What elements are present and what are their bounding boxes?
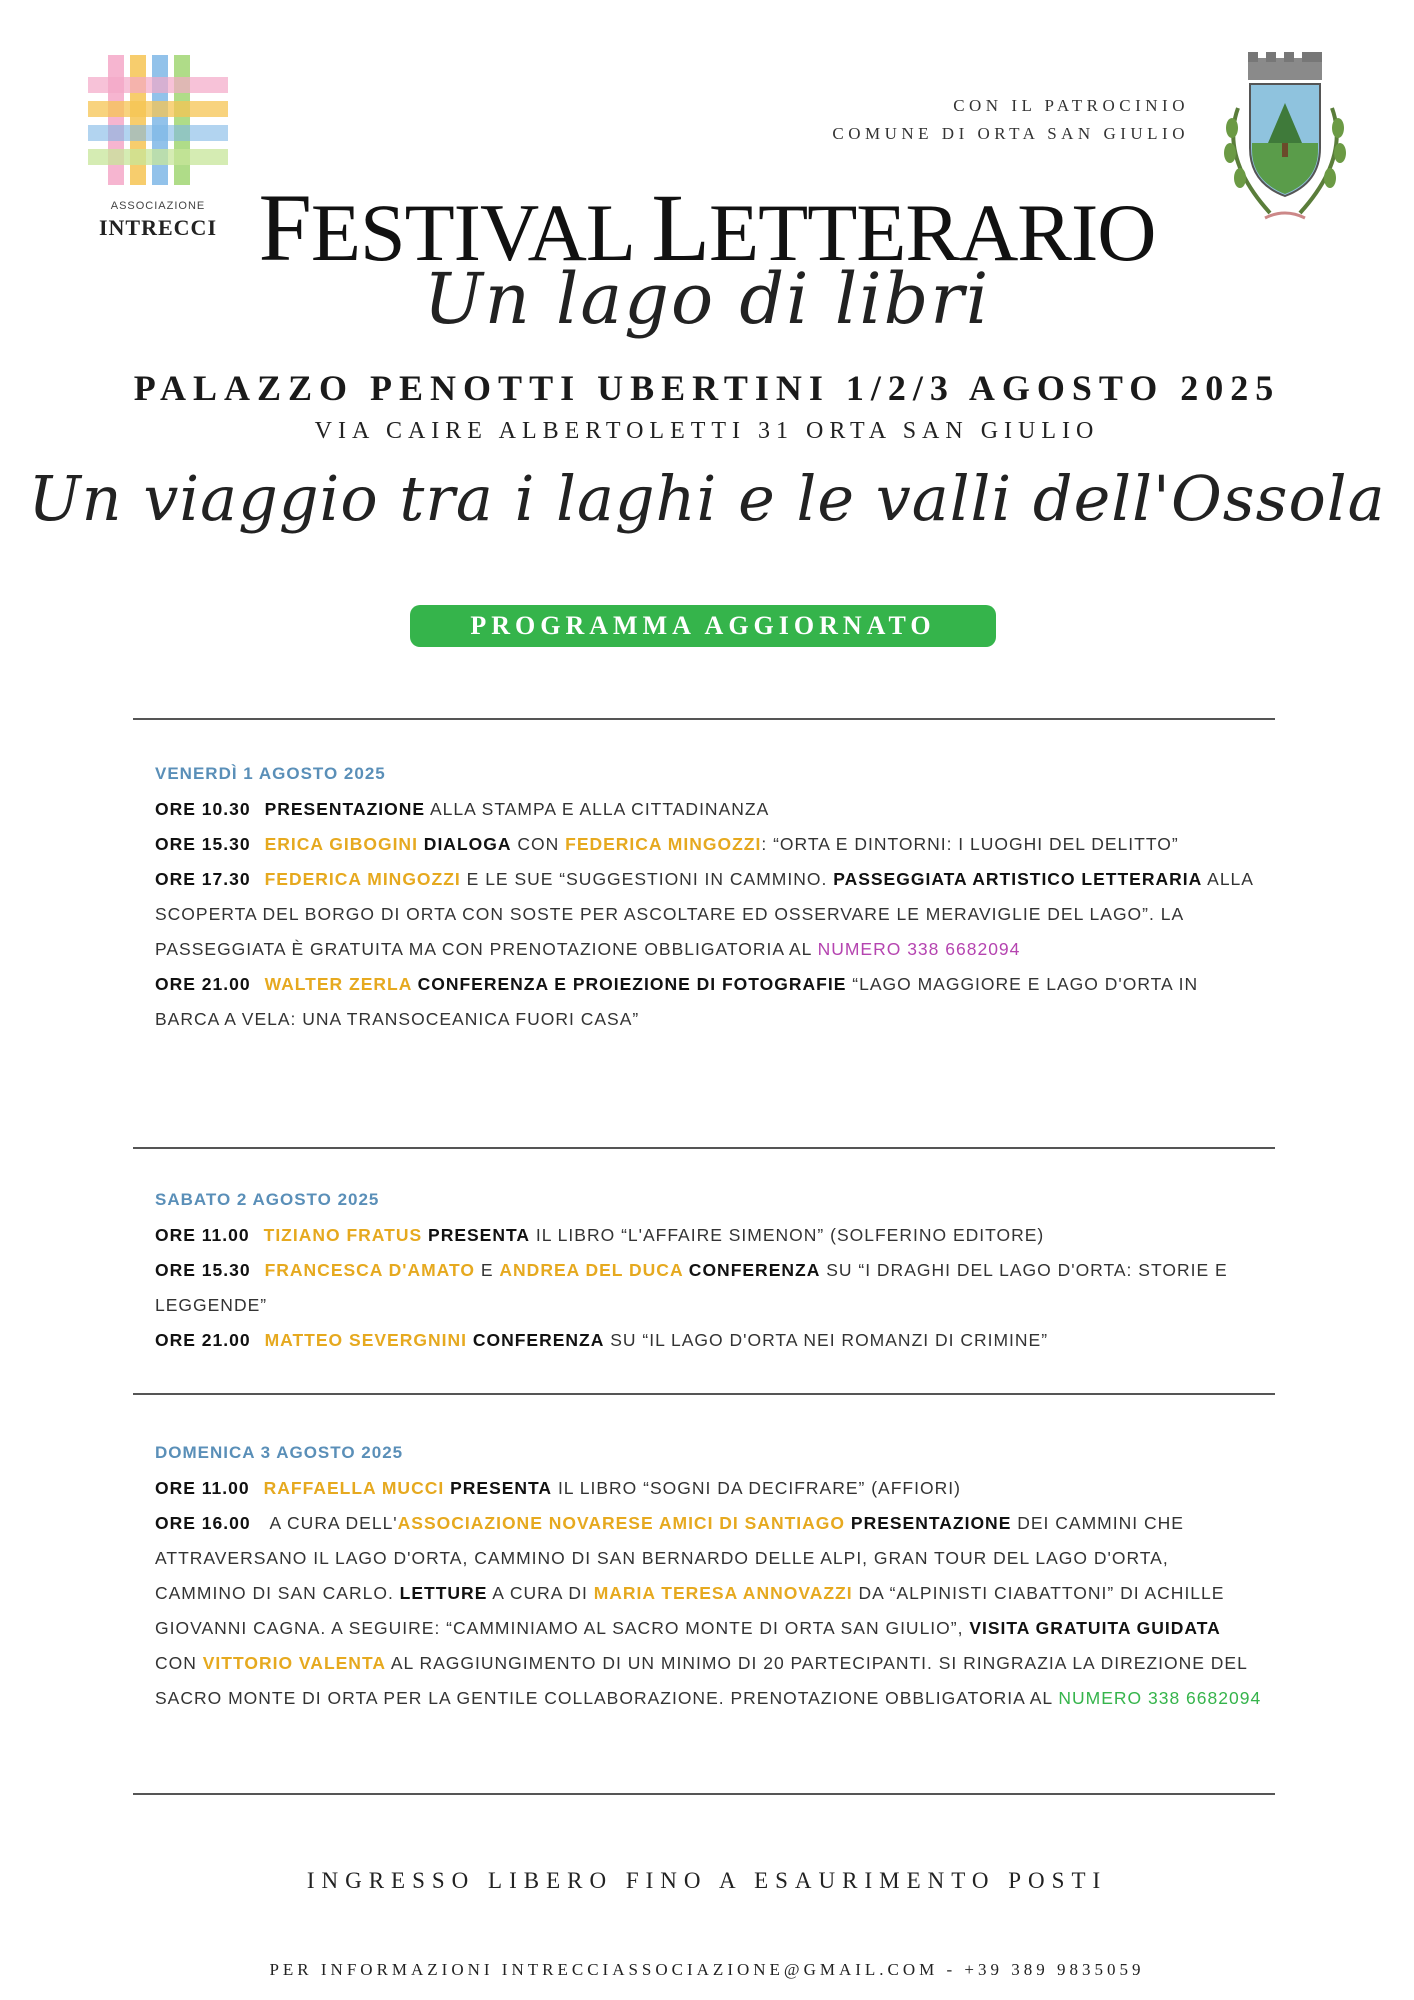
event-keyword: CONFERENZA [466,1330,605,1350]
event-text: IL LIBRO “SOGNI DA DECIFRARE” (AFFIORI) [552,1478,961,1498]
event-text: DA “ALPINISTI CIABATTONI” DI ACHILLE GIOVANNI CAGNA. A SEGUIRE: “CAMMINIAMO AL SACRO MONTE DI ORTA SAN GIULIO”, [155,1583,1225,1638]
event-name-highlight: FRANCESCA D'AMATO [264,1260,475,1280]
event-keyword: DIALOGA [417,834,512,854]
event-time: ORE 17.30 [155,869,251,889]
event-item [155,1471,1265,1506]
day-program-sunday [155,1471,1265,1716]
event-keyword: VISITA GRATUITA GUIDATA [969,1618,1221,1638]
title-word-2: ETTERARIO [709,187,1156,278]
event-time: ORE 16.00 [155,1513,251,1533]
venue-address: VIA CAIRE ALBERTOLETTI 31 ORTA SAN GIULIO [314,418,1100,444]
event-text: DEI CAMMINI CHE ATTRAVERSANO IL LAGO D'ORTA, CAMMINO DI SAN BERNARDO DELLE ALPI, GRAN TOUR DEL LAGO D'ORTA, CAMMINO DI SAN CARLO. [155,1513,1184,1603]
event-keyword: PRESENTAZIONE [264,799,426,819]
divider [133,1793,1275,1795]
event-name-highlight: FEDERICA MINGOZZI [565,834,762,854]
event-item [155,1218,1265,1253]
event-time: ORE 15.30 [155,1260,251,1280]
event-keyword: PRESENTA [422,1225,531,1245]
event-text: A CURA DI [487,1583,594,1603]
event-text: “LAGO MAGGIORE E LAGO D'ORTA IN BARCA A VELA: UNA TRANSOCEANICA FUORI CASA” [155,974,1199,1029]
event-name-highlight: ANDREA DEL DUCA [499,1260,683,1280]
patronage-text [832,92,1189,148]
event-name-highlight: ERICA GIBOGINI [264,834,418,854]
event-time: ORE 11.00 [155,1478,250,1498]
patronage-line-2: COMUNE DI ORTA SAN GIULIO [832,124,1189,143]
title-word-1: ESTIVAL [310,187,652,278]
patronage-line-1: CON IL PATROCINIO [953,96,1189,115]
event-item [155,1506,1265,1716]
venue-dates: PALAZZO PENOTTI UBERTINI 1/2/3 AGOSTO 2025 [133,368,1281,408]
event-name-highlight: ASSOCIAZIONE NOVARESE AMICI DI SANTIAGO [397,1513,846,1533]
event-text: SU “IL LAGO D'ORTA NEI ROMANZI DI CRIMINE” [604,1330,1049,1350]
event-keyword: CONFERENZA [682,1260,821,1280]
event-name-highlight: RAFFAELLA MUCCI [263,1478,445,1498]
day-heading-sunday: DOMENICA 3 AGOSTO 2025 [155,1443,404,1462]
event-item [155,862,1265,967]
event-name-highlight: VITTORIO VALENTA [202,1653,386,1673]
event-keyword: CONFERENZA E PROIEZIONE DI FOTOGRAFIE [411,974,847,994]
free-entry-notice: INGRESSO LIBERO FINO A ESAURIMENTO POSTI [306,1868,1108,1893]
event-item [155,1323,1265,1358]
event-text: IL LIBRO “L'AFFAIRE SIMENON” (SOLFERINO EDITORE) [530,1225,1045,1245]
event-text: CON [511,834,566,854]
event-item [155,967,1265,1037]
event-text: : “ORTA E DINTORNI: I LUOGHI DEL DELITTO” [761,834,1179,854]
event-text: ALLA STAMPA E ALLA CITTADINANZA [425,799,770,819]
title-initial-l: L [651,174,710,281]
event-time: ORE 10.30 [155,799,251,819]
day-heading-friday: VENERDÌ 1 AGOSTO 2025 [155,764,386,783]
event-name-highlight: MARIA TERESA ANNOVAZZI [593,1583,853,1603]
contact-info: PER INFORMAZIONI INTRECCIASSOCIAZIONE@GMAIL.COM - +39 389 9835059 [269,1960,1145,1979]
event-time: ORE 15.30 [155,834,251,854]
event-time: ORE 11.00 [155,1225,250,1245]
intrecci-logo-icon [88,55,228,185]
event-item [155,792,1265,827]
day-heading-saturday: SABATO 2 AGOSTO 2025 [155,1190,380,1209]
event-text: CON [155,1653,203,1673]
program-badge: PROGRAMMA AGGIORNATO [410,605,996,647]
event-keyword: LETTURE [399,1583,488,1603]
event-text: AL RAGGIUNGIMENTO DI UN MINIMO DI 20 PARTECIPANTI. SI RINGRAZIA LA DIREZIONE DEL SACRO MONTE DI ORTA PER LA GENTILE COLLABORAZIONE. PRENOTAZIONE OBBLIGATORIA AL [155,1653,1248,1708]
event-keyword: PRESENTAZIONE [845,1513,1012,1533]
event-keyword: PRESENTA [444,1478,553,1498]
event-text: A CURA DELL' [264,1513,398,1533]
event-item [155,827,1265,862]
phone-number: NUMERO 338 6682094 [817,939,1021,959]
festival-tagline: Un viaggio tra i laghi e le valli dell'Ossola [28,462,1386,535]
title-initial-f: F [258,174,311,281]
divider [133,1147,1275,1149]
event-time: ORE 21.00 [155,974,251,994]
phone-number: NUMERO 338 6682094 [1058,1688,1262,1708]
event-keyword: PASSEGGIATA ARTISTICO LETTERARIA [833,869,1203,889]
event-text: ALLA SCOPERTA DEL BORGO DI ORTA CON SOSTE PER ASCOLTARE ED OSSERVARE LE MERAVIGLIE DEL LAGO”. LA PASSEGGIATA È GRATUITA MA CON PRENOTAZIONE OBBLIGATORIA AL [155,869,1253,959]
festival-subtitle: Un lago di libri [423,258,991,340]
event-text: SU “I DRAGHI DEL LAGO D'ORTA: STORIE E LEGGENDE” [155,1260,1228,1315]
event-text: E LE SUE “SUGGESTIONI IN CAMMINO. [460,869,834,889]
event-name-highlight: WALTER ZERLA [264,974,412,994]
event-text: E [475,1260,500,1280]
divider [133,1393,1275,1395]
event-item [155,1253,1265,1323]
logo-name: INTRECCI [98,215,218,240]
event-name-highlight: MATTEO SEVERGNINI [264,1330,467,1350]
day-program-saturday [155,1218,1265,1358]
event-time: ORE 21.00 [155,1330,251,1350]
event-name-highlight: FEDERICA MINGOZZI [264,869,461,889]
event-name-highlight: TIZIANO FRATUS [263,1225,423,1245]
day-program-friday [155,792,1265,1037]
logo-assoc-label: ASSOCIAZIONE [110,200,206,212]
divider [133,718,1275,720]
